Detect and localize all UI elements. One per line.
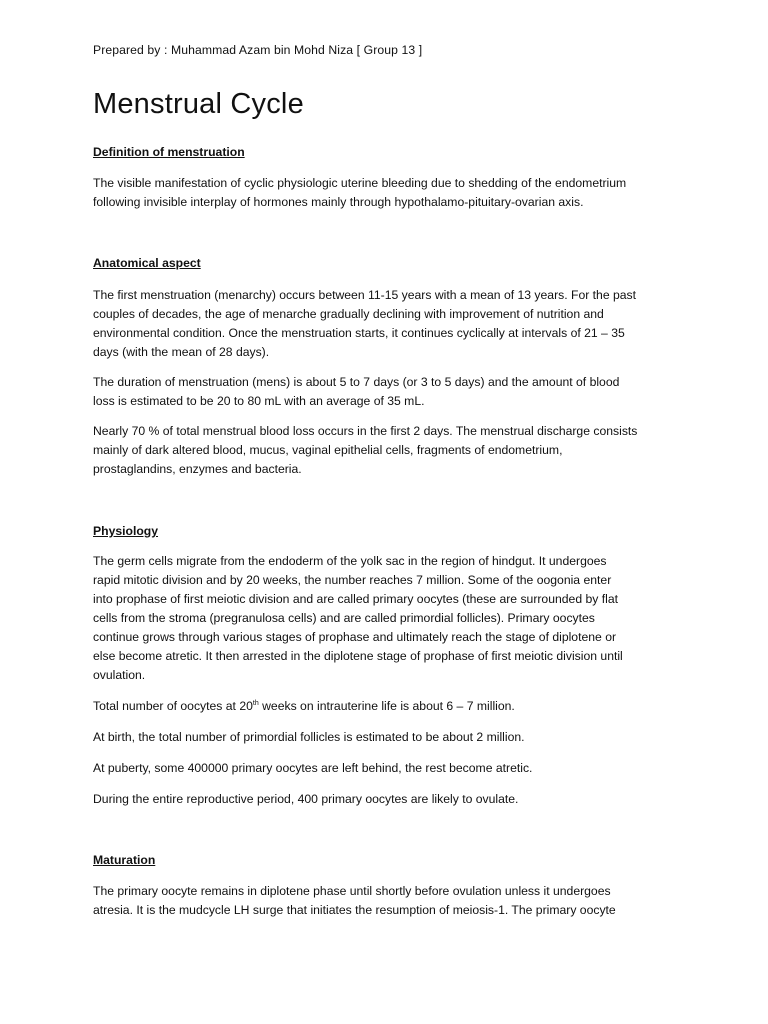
text-run: Total number of oocytes at 20 [93,699,253,713]
paragraph-duration [93,373,678,411]
text-line: couples of decades, the age of menarche gradually declining with improvement of nutrition and [93,307,604,321]
text-line: loss is estimated to be 20 to 80 mL with an average of 35 mL. [93,394,425,408]
text-line [93,697,678,716]
text-line: The visible manifestation of cyclic physiologic uterine bleeding due to shedding of the endometrium [93,176,627,190]
paragraph-reproductive-period [93,790,678,809]
paragraph-maturation [93,882,678,920]
text-line: During the entire reproductive period, 400 primary oocytes are likely to ovulate. [93,792,519,806]
text-line: prostaglandins, enzymes and bacteria. [93,462,302,476]
paragraph-puberty [93,759,678,778]
text-line: rapid mitotic division and by 20 weeks, the number reaches 7 million. Some of the oogonia enter [93,573,612,587]
paragraph-oocytes-count [93,697,678,716]
text-line: following invisible interplay of hormones mainly through hypothalamo-pituitary-ovarian axis. [93,195,584,209]
heading-anatomical-aspect: Anatomical aspect [93,256,201,270]
paragraph-menarche [93,286,678,362]
text-line: The germ cells migrate from the endoderm of the yolk sac in the region of hindgut. It undergoes [93,554,607,568]
text-line: mainly of dark altered blood, mucus, vaginal epithelial cells, fragments of endometrium, [93,443,563,457]
paragraph-blood-loss [93,422,678,479]
heading-maturation: Maturation [93,853,156,867]
text-line: environmental condition. Once the menstruation starts, it continues cyclically at intervals of 21 – 35 [93,326,625,340]
paragraph-definition [93,174,678,212]
text-line: into prophase of first meiotic division and are called primary oocytes (these are surrounded by flat [93,592,619,606]
text-line: At birth, the total number of primordial follicles is estimated to be about 2 million. [93,730,525,744]
text-line: ovulation. [93,668,146,682]
text-line: The first menstruation (menarchy) occurs between 11-15 years with a mean of 13 years. For the past [93,288,637,302]
text-line: cells from the stroma (pregranulosa cells) and are called primordial follicles). Primary oocytes [93,611,595,625]
text-line: Nearly 70 % of total menstrual blood loss occurs in the first 2 days. The menstrual discharge consists [93,424,638,438]
text-line: atresia. It is the mudcycle LH surge that initiates the resumption of meiosis-1. The primary oocyte [93,903,616,917]
text-line: The primary oocyte remains in diplotene phase until shortly before ovulation unless it undergoes [93,884,611,898]
page-title: Menstrual Cycle [93,88,304,120]
text-run: weeks on intrauterine life is about 6 – 7 million. [258,699,515,713]
text-line: continue grows through various stages of prophase and ultimately reach the stage of diplotene or [93,630,617,644]
heading-physiology: Physiology [93,524,159,538]
text-line: The duration of menstruation (mens) is about 5 to 7 days (or 3 to 5 days) and the amount of blood [93,375,620,389]
text-line: days (with the mean of 28 days). [93,345,270,359]
prepared-by-line: Prepared by : Muhammad Azam bin Mohd Niza [ Group 13 ] [93,43,423,57]
heading-definition: Definition of menstruation [93,145,245,159]
paragraph-birth [93,728,678,747]
paragraph-germ-cells [93,552,678,685]
superscript: th [252,700,259,707]
text-line: At puberty, some 400000 primary oocytes are left behind, the rest become atretic. [93,761,533,775]
text-line: else become atretic. It then arrested in the diplotene stage of prophase of first meiotic division until [93,649,623,663]
